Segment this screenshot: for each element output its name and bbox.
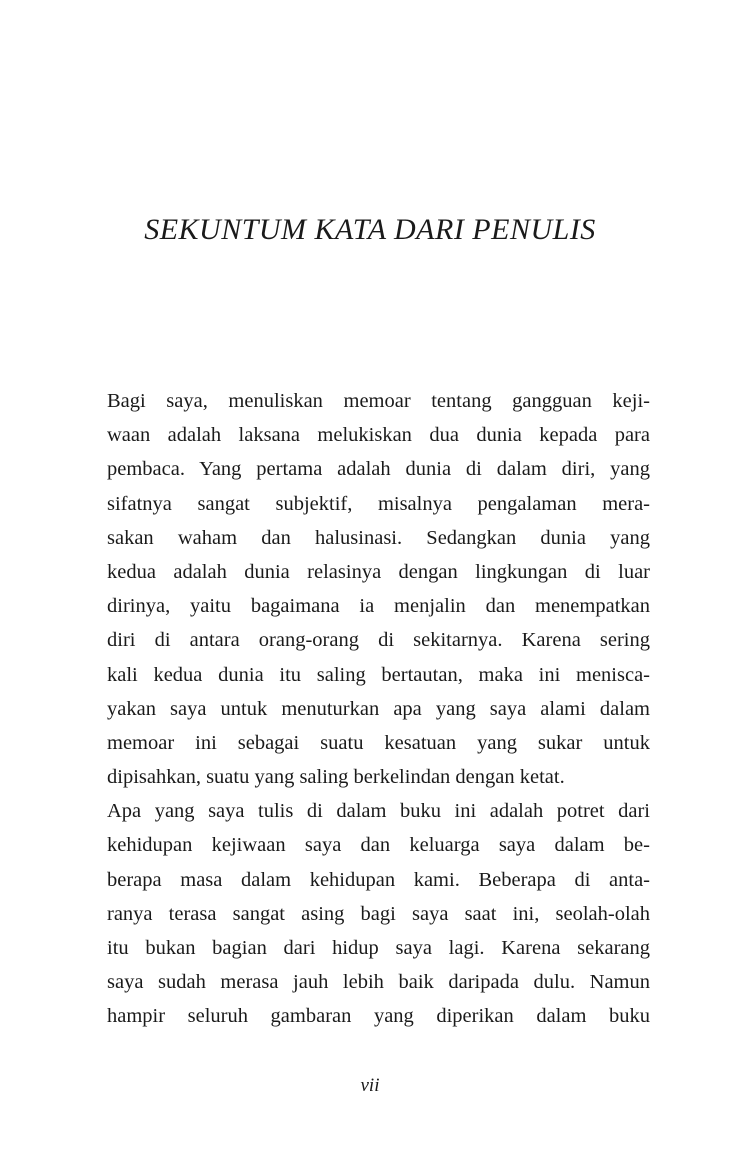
text-line: yakan saya untuk menuturkan apa yang saya alami dalam (107, 697, 650, 720)
body-text (107, 384, 650, 1034)
text-line: saya sudah merasa jauh lebih baik daripada dulu. Namun (107, 971, 650, 994)
text-line: sifatnya sangat subjektif, misalnya pengalaman mera- (107, 492, 650, 515)
text-line: kehidupan kejiwaan saya dan keluarga saya dalam be- (107, 834, 650, 857)
text-line: Apa yang saya tulis di dalam buku ini adalah potret dari (107, 800, 650, 823)
text-line: diri di antara orang-orang di sekitarnya. Karena sering (107, 629, 650, 652)
text-line: Bagi saya, menuliskan memoar tentang gangguan keji- (107, 390, 650, 412)
page-number: vii (360, 1075, 380, 1096)
text-line: itu bukan bagian dari hidup saya lagi. Karena sekarang (107, 937, 650, 959)
text-line: kedua adalah dunia relasinya dengan lingkungan di luar (107, 560, 650, 583)
text-line: berapa masa dalam kehidupan kami. Beberapa di anta- (107, 868, 650, 891)
text-line: dipisahkan, suatu yang saling berkelindan dengan ketat. (107, 766, 565, 789)
text-line: sakan waham dan halusinasi. Sedangkan dunia yang (107, 526, 650, 549)
text-line: kali kedua dunia itu saling bertautan, maka ini menisca- (107, 663, 650, 686)
text-line: dirinya, yaitu bagaimana ia menjalin dan menempatkan (107, 595, 650, 618)
text-line: waan adalah laksana melukiskan dua dunia kepada para (107, 424, 650, 447)
text-line: hampir seluruh gambaran yang diperikan dalam buku (107, 1005, 650, 1028)
text-line: memoar ini sebagai suatu kesatuan yang sukar untuk (107, 731, 650, 754)
text-line: pembaca. Yang pertama adalah dunia di dalam diri, yang (107, 458, 650, 481)
text-line: ranya terasa sangat asing bagi saya saat ini, seolah-olah (107, 902, 650, 925)
page-title: SEKUNTUM KATA DARI PENULIS (144, 213, 596, 246)
